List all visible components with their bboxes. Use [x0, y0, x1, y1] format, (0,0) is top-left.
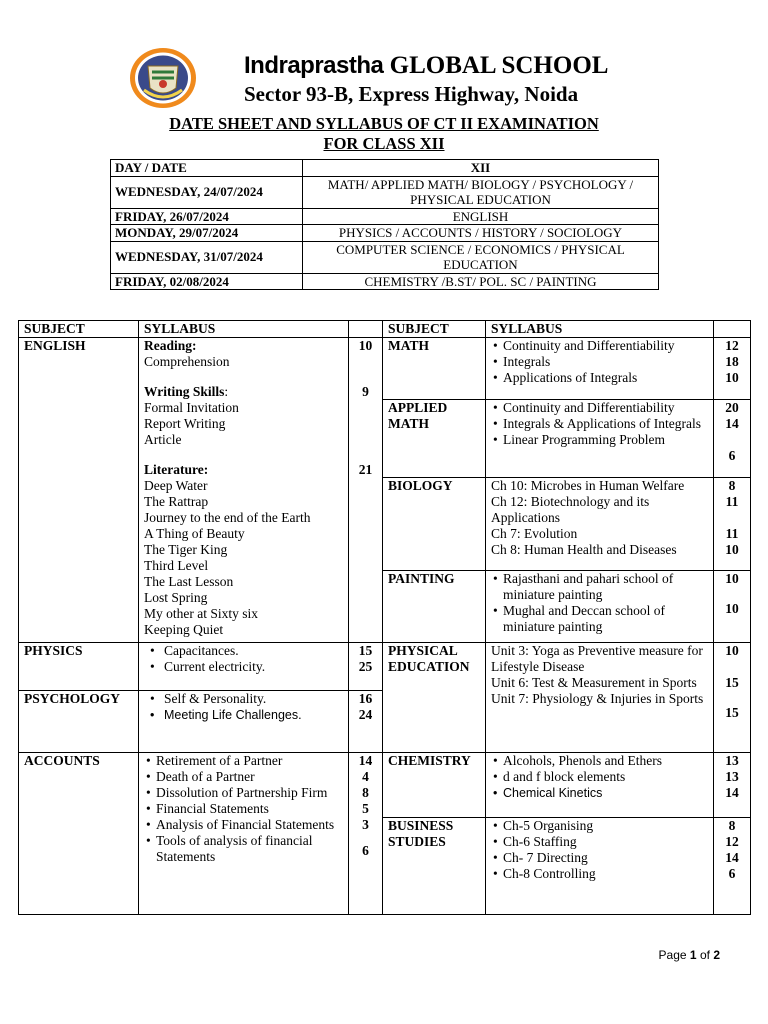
list-item: • Financial Statements [144, 801, 343, 817]
psychology-marks: 16 24 [349, 691, 383, 753]
exam-date: FRIDAY, 26/07/2024 [111, 208, 303, 225]
marks-header [349, 321, 383, 338]
physics-syllabus [139, 643, 349, 691]
physical-education-marks: 10 15 15 [714, 643, 751, 753]
physics-marks: 15 25 [349, 643, 383, 691]
date-header: DAY / DATE [111, 160, 303, 177]
exam-date: MONDAY, 29/07/2024 [111, 225, 303, 242]
list-item: Unit 7: Physiology & Injuries in Sports [491, 691, 704, 706]
date-sheet-header-row [111, 160, 659, 177]
subject-physical-education: PHYSICAL EDUCATION [383, 643, 486, 753]
painting-syllabus [486, 571, 714, 643]
accounts-marks: 14 4 8 5 3 6 [349, 753, 383, 915]
list-item: The Tiger King [144, 542, 228, 557]
list-item: • Current electricity. [144, 659, 343, 675]
list-item: Ch 10: Microbes in Human Welfare [491, 478, 685, 493]
list-item: Journey to the end of the Earth [144, 510, 311, 525]
list-item: • Tools of analysis of financial Statements [144, 833, 343, 865]
syllabus-header-row [19, 321, 751, 338]
english-syllabus [139, 338, 349, 643]
applied-math-syllabus [486, 400, 714, 478]
applied-math-marks: 20 14 6 [714, 400, 751, 478]
exam-subject: COMPUTER SCIENCE / ECONOMICS / PHYSICAL EDUCATION [303, 241, 659, 273]
exam-date: WEDNESDAY, 24/07/2024 [111, 176, 303, 208]
physical-education-syllabus [486, 643, 714, 753]
table-row [111, 225, 659, 242]
list-item: • Linear Programming Problem [491, 432, 708, 448]
subject-biology: BIOLOGY [383, 478, 486, 571]
exam-date: FRIDAY, 02/08/2024 [111, 273, 303, 290]
page-number: Page 1 of 2 [658, 948, 720, 962]
list-item: Lost Spring [144, 590, 208, 605]
subject-header: SUBJECT [19, 321, 139, 338]
math-marks: 12 18 10 [714, 338, 751, 400]
business-studies-marks: 8 12 14 6 [714, 818, 751, 915]
list-item: The Last Lesson [144, 574, 234, 589]
subject-math: MATH [383, 338, 486, 400]
chemistry-marks: 13 13 14 [714, 753, 751, 818]
list-item: • Analysis of Financial Statements [144, 817, 343, 833]
list-item: Unit 6: Test & Measurement in Sports [491, 675, 697, 690]
subject-business-studies: BUSINESS STUDIES [383, 818, 486, 915]
subject-accounts: ACCOUNTS [19, 753, 139, 915]
table-row [111, 176, 659, 208]
list-item: Deep Water [144, 478, 208, 493]
list-item: • Integrals & Applications of Integrals [491, 416, 708, 432]
list-item: Ch 8: Human Health and Diseases [491, 542, 677, 557]
exam-subject: MATH/ APPLIED MATH/ BIOLOGY / PSYCHOLOGY / PHYSICAL EDUCATION [303, 176, 659, 208]
list-item: • Integrals [491, 354, 708, 370]
subject-english: ENGLISH [19, 338, 139, 643]
subject-chemistry: CHEMISTRY [383, 753, 486, 818]
list-item: Ch 12: Biotechnology and its Applications [491, 494, 650, 525]
reading-heading: Reading: [144, 338, 197, 353]
list-item: • Meeting Life Challenges. [144, 707, 343, 723]
accounts-syllabus [139, 753, 349, 915]
math-syllabus [486, 338, 714, 400]
list-item: A Thing of Beauty [144, 526, 245, 541]
business-studies-syllabus [486, 818, 714, 915]
exam-subject: CHEMISTRY /B.ST/ POL. SC / PAINTING [303, 273, 659, 290]
syllabus-table [18, 320, 751, 915]
syllabus-header: SYLLABUS [486, 321, 714, 338]
table-row [19, 338, 751, 400]
document-title [0, 114, 768, 154]
date-sheet-table [110, 159, 659, 290]
biology-marks: 8 11 11 10 [714, 478, 751, 571]
list-item: Report Writing [144, 416, 226, 431]
title-line-1: DATE SHEET AND SYLLABUS OF CT II EXAMINATION [169, 114, 599, 133]
list-item: My other at Sixty six [144, 606, 258, 621]
list-item: Formal Invitation [144, 400, 239, 415]
list-item: Ch 7: Evolution [491, 526, 578, 541]
list-item: Article [144, 432, 182, 447]
table-row [111, 273, 659, 290]
subject-header: SUBJECT [383, 321, 486, 338]
list-item: • Retirement of a Partner [144, 753, 343, 769]
list-item: • Ch-6 Staffing [491, 834, 708, 850]
list-item: The Rattrap [144, 494, 209, 509]
chemistry-syllabus [486, 753, 714, 818]
school-name-rest: GLOBAL SCHOOL [389, 52, 609, 79]
english-marks: 10 9 21 [349, 338, 383, 643]
marks-header [714, 321, 751, 338]
table-row [19, 643, 751, 691]
school-logo [128, 46, 198, 110]
school-brand: Indraprastha [244, 52, 384, 79]
subject-psychology: PSYCHOLOGY [19, 691, 139, 753]
exam-date: WEDNESDAY, 31/07/2024 [111, 241, 303, 273]
list-item: Third Level [144, 558, 209, 573]
school-name [244, 52, 608, 80]
list-item: • Continuity and Differentiability [491, 338, 708, 354]
subject-applied-math: APPLIED MATH [383, 400, 486, 478]
syllabus-header: SYLLABUS [139, 321, 349, 338]
literature-heading: Literature: [144, 462, 209, 477]
list-item: • Ch- 7 Directing [491, 850, 708, 866]
list-item: • Death of a Partner [144, 769, 343, 785]
list-item: • Dissolution of Partnership Firm [144, 785, 343, 801]
list-item: • Continuity and Differentiability [491, 400, 708, 416]
painting-marks: 10 10 [714, 571, 751, 643]
list-item: Keeping Quiet [144, 622, 224, 637]
writing-heading: Writing Skills: [144, 384, 229, 399]
list-item: • Ch-8 Controlling [491, 866, 708, 882]
list-item: • Capacitances. [144, 643, 343, 659]
list-item: • Rajasthani and pahari school of miniature painting [491, 571, 708, 603]
exam-subject: ENGLISH [303, 208, 659, 225]
biology-syllabus [486, 478, 714, 571]
list-item: • Chemical Kinetics [491, 785, 708, 801]
list-item: Comprehension [144, 354, 230, 369]
table-row [19, 753, 751, 818]
psychology-syllabus [139, 691, 349, 753]
exam-subject: PHYSICS / ACCOUNTS / HISTORY / SOCIOLOGY [303, 225, 659, 242]
table-row [111, 208, 659, 225]
subject-physics: PHYSICS [19, 643, 139, 691]
list-item: • Ch-5 Organising [491, 818, 708, 834]
list-item: • Alcohols, Phenols and Ethers [491, 753, 708, 769]
school-address: Sector 93-B, Express Highway, Noida [244, 82, 579, 106]
list-item: • Applications of Integrals [491, 370, 708, 386]
table-row [111, 241, 659, 273]
list-item: • Mughal and Deccan school of miniature painting [491, 603, 708, 635]
list-item: • Self & Personality. [144, 691, 343, 707]
list-item: • d and f block elements [491, 769, 708, 785]
list-item: Unit 3: Yoga as Preventive measure for Lifestyle Disease [491, 643, 703, 674]
subject-painting: PAINTING [383, 571, 486, 643]
title-line-2: FOR CLASS XII [323, 134, 445, 153]
class-header: XII [303, 160, 659, 177]
